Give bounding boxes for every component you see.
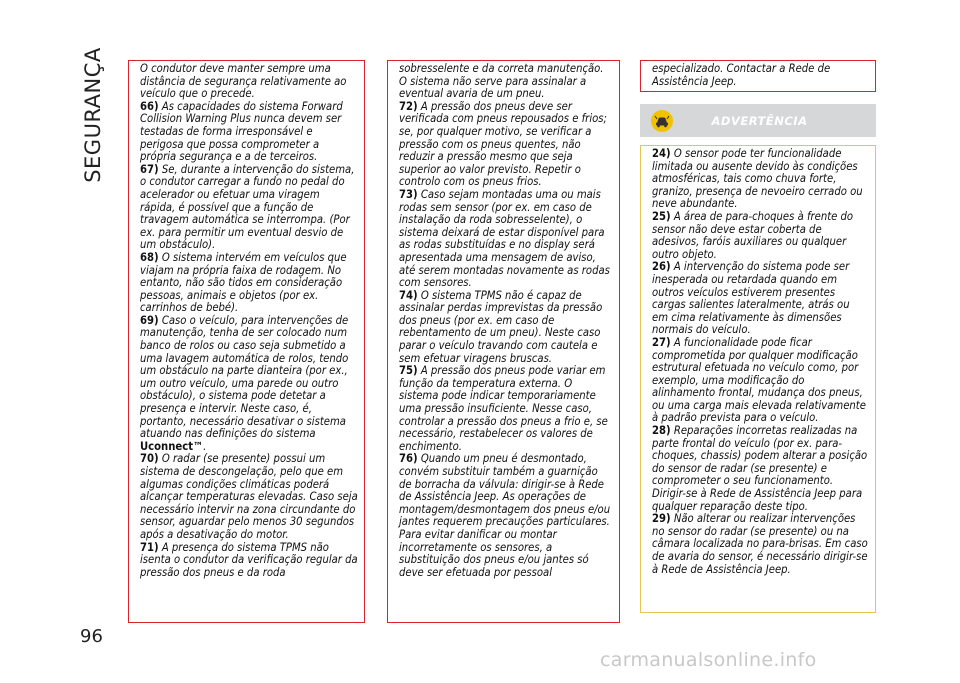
warning-28 [652, 425, 869, 513]
note-text: Caso o veículo, para intervenções de manutenção, tenha de ser colocado num banco de rolos ou caso seja submetido a uma lavagem automática de rolos, tendo um obstáculo na parte dianteira (por ex., um outro veículo, uma parede ou outro obstáculo), o sistema pode detetar a presença e intervir. Neste caso, é, portanto, necessário desativar o sistema atuando nas definições do sistema [140, 313, 349, 441]
warning-header [640, 104, 876, 137]
note-number: 28) [652, 424, 671, 438]
note-text: Reparações incorretas realizadas na parte frontal do veículo (por ex. para-choques, chassis) podem alterar a posição do sensor de radar (se presente) e comprometer o seu funcionamento. Dirigir-se à Rede de Assistência Jeep para qualquer reparação deste tipo. [652, 424, 868, 513]
note-number: 25) [652, 209, 671, 223]
note-number: 71) [140, 540, 159, 554]
warning-29 [652, 513, 869, 576]
warning-25 [652, 211, 869, 261]
note-number: 24) [652, 147, 671, 160]
note-70 [140, 453, 358, 541]
note-number: 69) [140, 313, 159, 327]
warning-box [640, 145, 876, 613]
note-text: A área de para-choques à frente do sensor não deve estar coberta de adesivos, faróis auxiliares ou qualquer outro objeto. [652, 209, 854, 261]
column-1 [128, 60, 365, 623]
note-text: O sensor pode ter funcionalidade limitada ou ausente devido às condições atmosféricas, tais como chuva forte, granizo, presença de nevoeiro cerrado ou neve abundante. [652, 147, 863, 211]
note-76 [399, 453, 613, 579]
note-text: A pressão dos pneus deve ser verificada com pneus repousados e frios; se, por qualquer motivo, se verificar a pressão com os pneus quentes, não reduzir a pressão mesmo que seja superior ao valor previsto. Repetir o controlo com os pneus frios. [399, 99, 607, 189]
note-number: 26) [652, 260, 671, 274]
uconnect-keyword: Uconnect™ [140, 439, 204, 453]
note-number: 27) [652, 335, 671, 349]
warning-text [652, 148, 869, 576]
note-text: O sistema TPMS não é capaz de assinalar perdas imprevistas da pressão dos pneus (por ex. em caso de rebentamento de um pneu). Neste caso parar o veículo travando com cautela e sem efetuar viragens bruscas. [399, 288, 603, 365]
column-2 [387, 60, 620, 623]
note-number: 70) [140, 452, 159, 466]
note-text: O radar (se presente) possui um sistema de descongelação, pelo que em algumas condições climáticas poderá alcançar temperaturas elevadas. Caso seja necessário intervir na zona circundante do sensor, aguardar pelo menos 30 segundos após a desativação do motor. [140, 452, 358, 541]
note-number: 75) [399, 364, 418, 378]
note-number: 73) [399, 187, 418, 201]
note-73 [399, 189, 613, 290]
note-number: 66) [140, 99, 159, 113]
warning-27 [652, 337, 869, 425]
section-title: SEGURANÇA [81, 47, 105, 183]
note-75 [399, 365, 613, 453]
note-72 [399, 101, 613, 189]
note-74 [399, 290, 613, 366]
note-text: Quando um pneu é desmontado, convém substituir também a guarnição de borracha da válvula: dirigir-se à Rede de Assistência Jeep. As operações de montagem/desmontagem dos pneus e/ou jantes requerem precauções particulares. Para evitar danificar ou montar incorretamente os sensores, a substituição dos pneus e/ou jantes só deve ser efetuada por pessoal [399, 452, 611, 579]
note-number: 74) [399, 288, 418, 302]
note-67 [140, 164, 358, 252]
warning-title: ADVERTÊNCIA [711, 113, 808, 128]
note-68 [140, 252, 358, 315]
warning-car-icon [651, 110, 673, 132]
note-71 [140, 542, 358, 580]
note-tail: . [203, 439, 207, 453]
column-1-text [140, 63, 358, 579]
page-number: 96 [80, 626, 103, 647]
note-number: 29) [652, 512, 671, 526]
column-3-continuation [640, 60, 876, 92]
note-text: Não alterar ou realizar intervenções no sensor do radar (se presente) ou na câmara localizada no para-brisas. Em caso de avaria do sensor, é necessário dirigir-se à Rede de Assistência Jeep. [652, 512, 868, 576]
warning-26 [652, 261, 869, 337]
note-69 [140, 315, 358, 454]
note-text: Se, durante a intervenção do sistema, o condutor carregar a fundo no pedal do acelerador ou efetuar uma viragem rápida, é possível que a função de travagem automática se interrompa. (Por ex. para permitir um eventual desvio de um obstáculo). [140, 162, 355, 252]
note-66 [140, 101, 358, 164]
note-number: 72) [399, 99, 418, 113]
car-icon [654, 114, 670, 128]
note-text: As capacidades do sistema Forward Collision Warning Plus nunca devem ser testadas de forma irresponsável e perigosa que possa comprometer a própria segurança e a de terceiros. [140, 99, 343, 164]
warning-24 [652, 148, 869, 211]
column-1-intro: O condutor deve manter sempre uma distância de segurança relativamente ao veículo que o precede. [140, 62, 347, 101]
column-2-intro: sobresselente e da correta manutenção. O sistema não serve para assinalar a eventual avaria de um pneu. [399, 62, 604, 101]
note-number: 67) [140, 162, 159, 176]
watermark: carmanualsonline.info [600, 649, 817, 671]
column-3-text [652, 63, 869, 88]
note-number: 76) [399, 452, 418, 466]
note-text: O sistema intervém em veículos que viajam na própria faixa de rodagem. No entanto, não são tidos em consideração pessoas, animais e objetos (por ex. carrinhos de bebé). [140, 250, 347, 315]
column-3-intro: especializado. Contactar a Rede de Assistência Jeep. [652, 62, 831, 88]
note-text: A intervenção do sistema pode ser inesperada ou retardada quando em outros veículos estiverem presentes cargas salientes lateralmente, atrás ou em cima relativamente às dimensões normais do veículo. [652, 260, 850, 337]
column-2-text [399, 63, 613, 579]
note-text: Caso sejam montadas uma ou mais rodas sem sensor (por ex. em caso de instalação da roda sobresselente), o sistema deixará de estar disponível para as rodas substituídas e no display será apresentada uma mensagem de aviso, até serem montadas novamente as rodas com sensores. [399, 187, 610, 290]
note-number: 68) [140, 250, 159, 264]
note-text: A presença do sistema TPMS não isenta o condutor da verificação regular da pressão dos pneus e da roda [140, 540, 358, 579]
note-text: A pressão dos pneus pode variar em função da temperatura externa. O sistema pode indicar temporariamente uma pressão insuficiente. Nesse caso, controlar a pressão dos pneus a frio e, se necessário, restabelecer os valores de enchimento. [399, 364, 608, 453]
note-text: A funcionalidade pode ficar comprometida por qualquer modificação estrutural efetuada no veículo como, por exemplo, uma modificação do alinhamento frontal, mudança dos pneus, ou uma carga mais elevada relativamente à padrão prevista para o veículo. [652, 335, 866, 425]
